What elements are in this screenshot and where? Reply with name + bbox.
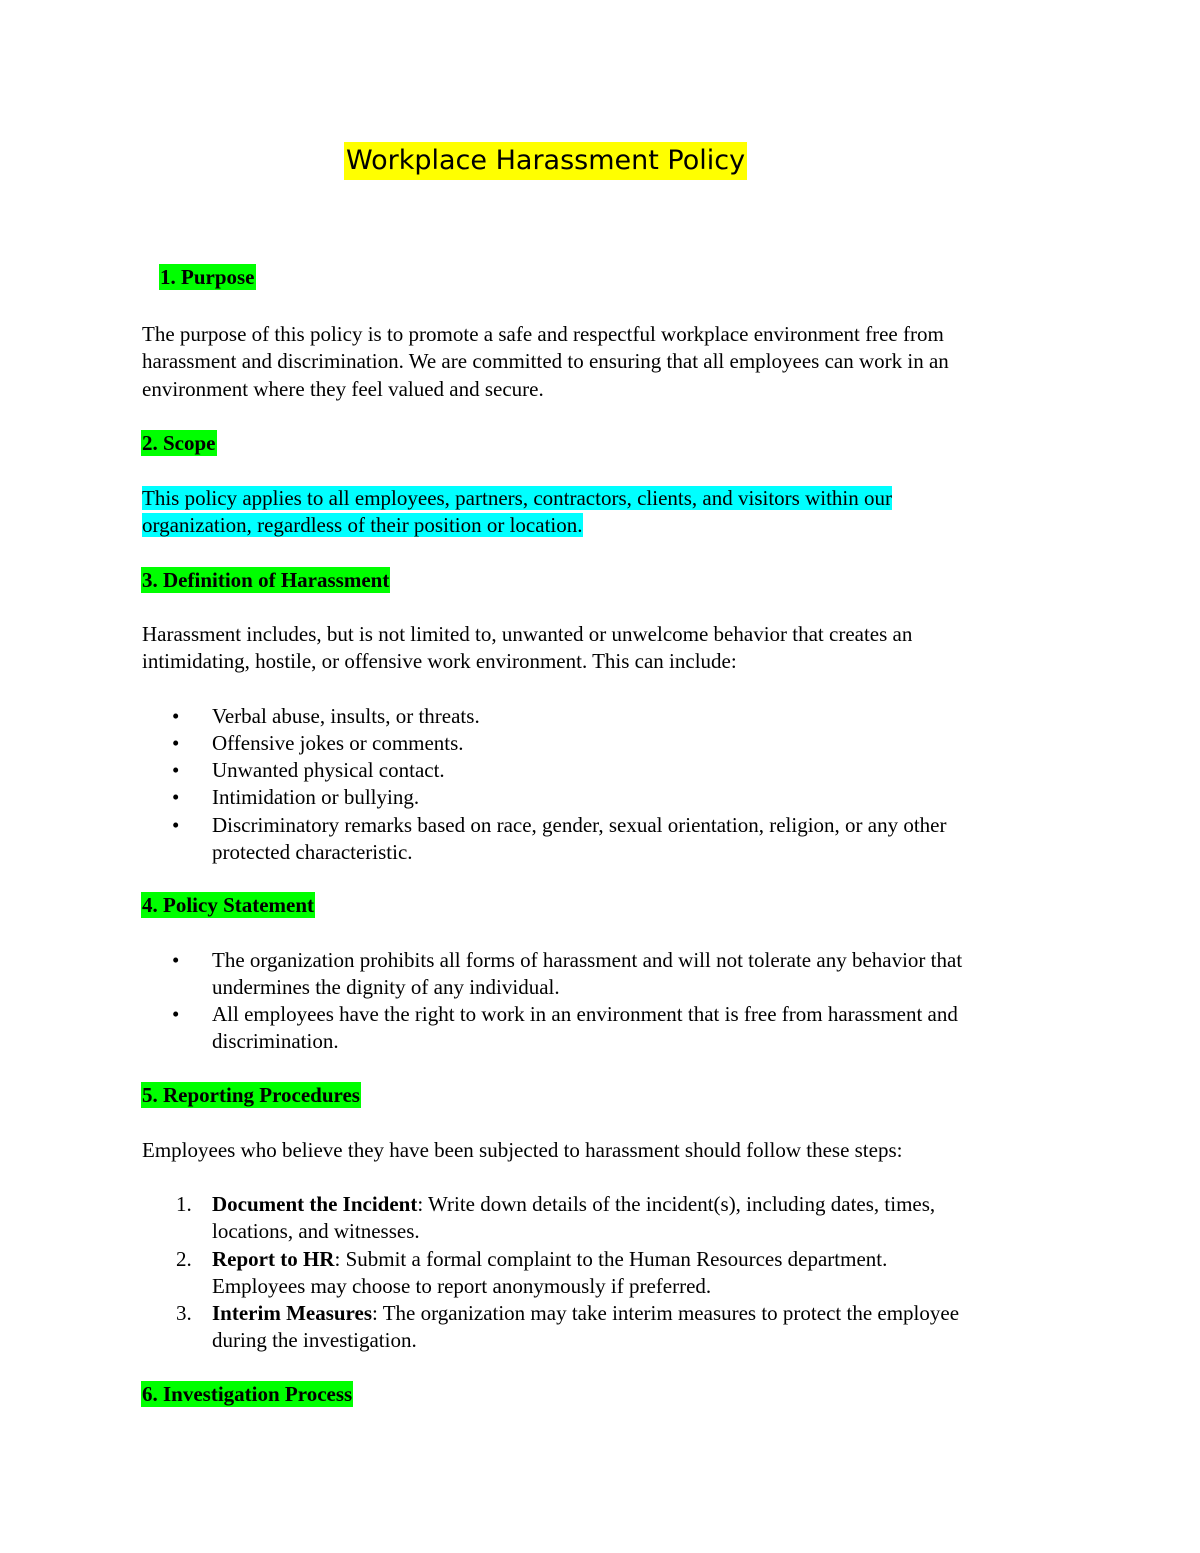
purpose-line-3: environment where they feel valued and secure. bbox=[142, 377, 544, 401]
definition-line-1: Harassment includes, but is not limited to, unwanted or unwelcome behavior that creates an bbox=[142, 622, 913, 646]
step-text-continued: during the investigation. bbox=[212, 1328, 417, 1352]
section-heading-purpose: 1. Purpose bbox=[160, 265, 255, 289]
list-item-text: Verbal abuse, insults, or threats. bbox=[212, 704, 480, 728]
step-label: Report to HR bbox=[212, 1247, 335, 1271]
definition-line-2: intimidating, hostile, or offensive work environment. This can include: bbox=[142, 649, 737, 673]
list-item-text: Intimidation or bullying. bbox=[212, 785, 420, 809]
step-description: : Write down details of the incident(s), including dates, times, bbox=[417, 1192, 936, 1216]
step-number: 2. bbox=[176, 1247, 192, 1271]
bullet-icon: • bbox=[172, 948, 180, 972]
purpose-line-2: harassment and discrimination. We are committed to ensuring that all employees can work in an bbox=[142, 349, 949, 373]
step-text bbox=[212, 1246, 887, 1273]
list-item-text: The organization prohibits all forms of harassment and will not tolerate any behavior that bbox=[212, 948, 963, 972]
section-heading-reporting: 5. Reporting Procedures bbox=[142, 1083, 360, 1107]
step-label: Interim Measures bbox=[212, 1301, 372, 1325]
section-heading-scope: 2. Scope bbox=[142, 431, 216, 455]
step-number: 1. bbox=[176, 1192, 192, 1216]
document-title: Workplace Harassment Policy bbox=[344, 142, 747, 180]
step-number: 3. bbox=[176, 1301, 192, 1325]
section-heading-policy-statement: 4. Policy Statement bbox=[142, 893, 315, 917]
step-text bbox=[212, 1191, 935, 1218]
bullet-icon: • bbox=[172, 1002, 180, 1026]
list-item-text-continued: undermines the dignity of any individual. bbox=[212, 975, 560, 999]
list-item-text: Offensive jokes or comments. bbox=[212, 731, 464, 755]
list-item-text: Unwanted physical contact. bbox=[212, 758, 445, 782]
step-text bbox=[212, 1300, 959, 1327]
scope-line-1 bbox=[142, 485, 892, 512]
section-heading-investigation: 6. Investigation Process bbox=[142, 1382, 353, 1406]
step-text-continued: Employees may choose to report anonymously if preferred. bbox=[212, 1274, 712, 1298]
bullet-icon: • bbox=[172, 758, 180, 782]
list-item-text-continued: protected characteristic. bbox=[212, 840, 413, 864]
step-label: Document the Incident bbox=[212, 1192, 418, 1216]
bullet-icon: • bbox=[172, 785, 180, 809]
section-heading-definition: 3. Definition of Harassment bbox=[142, 568, 390, 592]
list-item-text: Discriminatory remarks based on race, gender, sexual orientation, religion, or any other bbox=[212, 813, 947, 837]
bullet-icon: • bbox=[172, 704, 180, 728]
scope-line-2 bbox=[142, 512, 583, 539]
reporting-intro: Employees who believe they have been subjected to harassment should follow these steps: bbox=[142, 1138, 903, 1162]
step-text-continued: locations, and witnesses. bbox=[212, 1219, 420, 1243]
list-item-text-continued: discrimination. bbox=[212, 1029, 339, 1053]
purpose-line-1: The purpose of this policy is to promote a safe and respectful workplace environment free from bbox=[142, 322, 944, 346]
list-item-text: All employees have the right to work in an environment that is free from harassment and bbox=[212, 1002, 958, 1026]
bullet-icon: • bbox=[172, 813, 180, 837]
scope-highlight-2: organization, regardless of their position or location. bbox=[142, 513, 583, 537]
bullet-icon: • bbox=[172, 731, 180, 755]
step-description: : The organization may take interim measures to protect the employee bbox=[372, 1301, 960, 1325]
scope-highlight-1: This policy applies to all employees, partners, contractors, clients, and visitors within our bbox=[142, 486, 893, 510]
step-description: : Submit a formal complaint to the Human Resources department. bbox=[334, 1247, 888, 1271]
